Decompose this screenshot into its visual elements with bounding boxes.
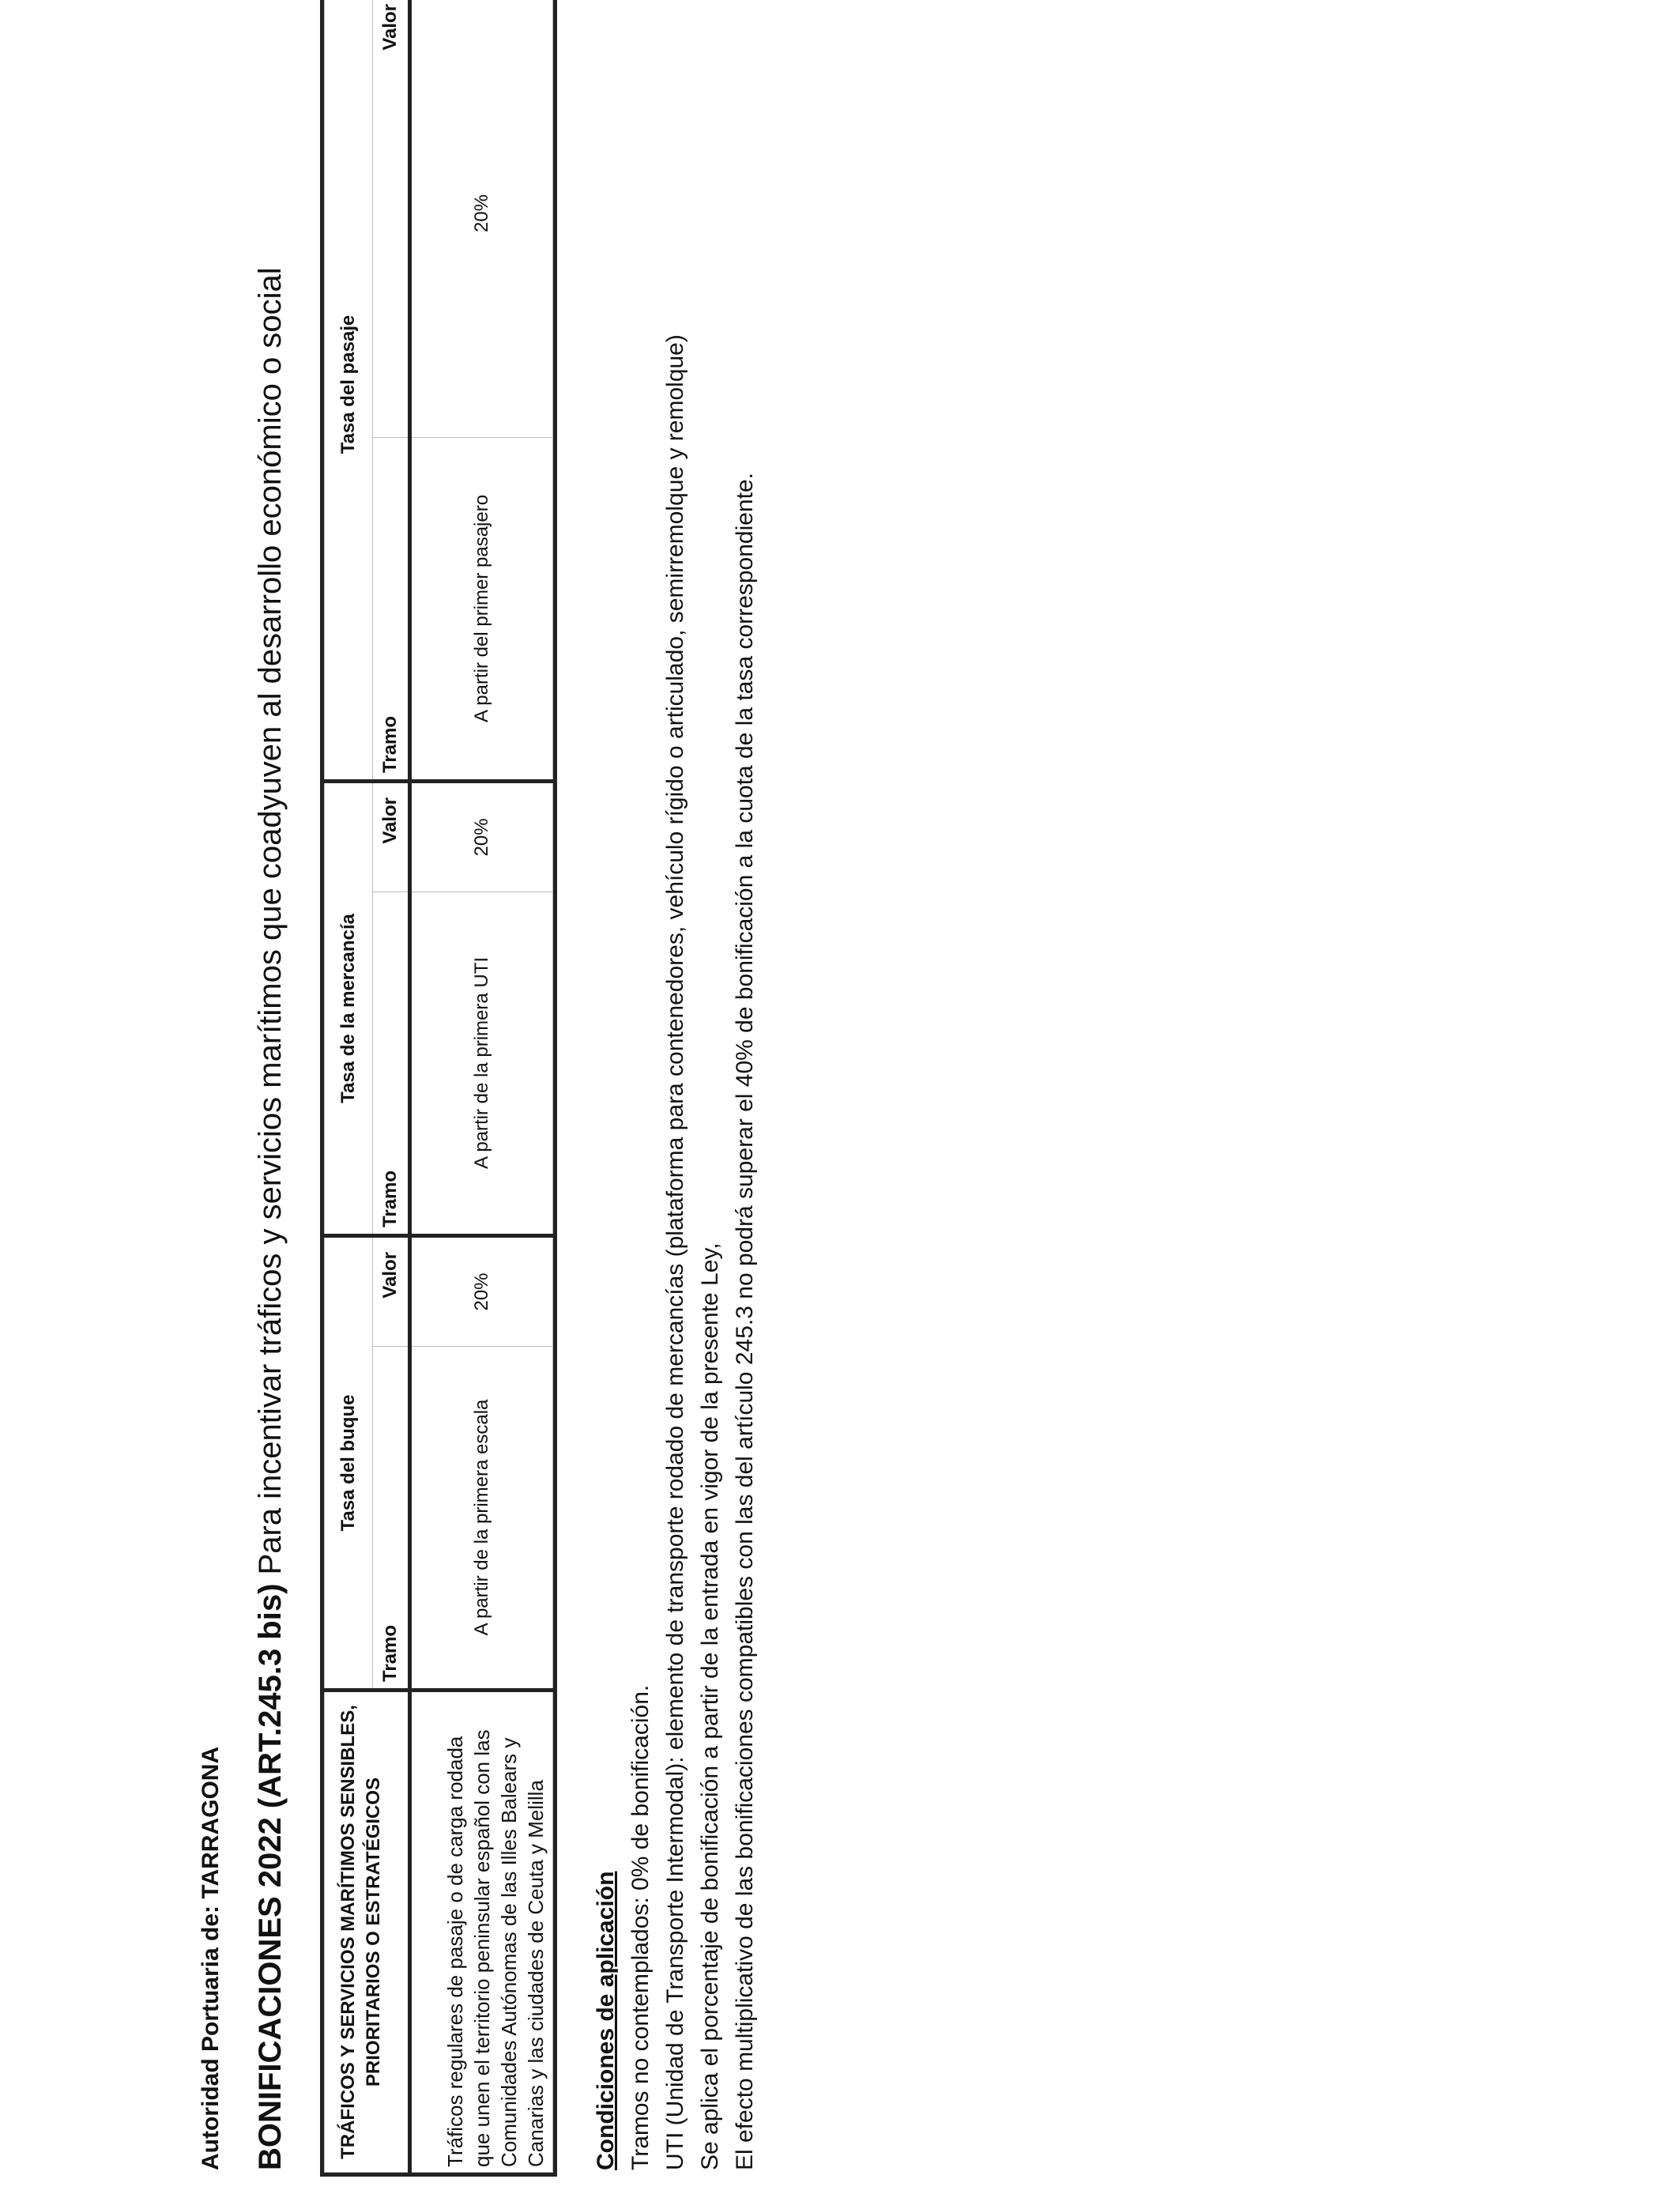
title-bold-part: BONIFICACIONES 2022 (ART.245.3 bis) — [253, 1583, 288, 2170]
subheader-pasaje-tramo: Tramo — [373, 437, 410, 781]
condition-line: El efecto multiplicativo de las bonificaciones compatibles con las del artículo 245.3 no podrá superar el 40% de bonificación a la cuota de la tasa correspondiente. — [732, 473, 758, 2170]
conditions-title: Condiciones de aplicación — [593, 1871, 619, 2170]
mercancia-tramo-cell: A partir de la primera UTI — [410, 892, 553, 1235]
buque-valor-cell: 20% — [410, 1235, 553, 1346]
row-description: Tráficos regulares de pasaje o de carga rodada que unen el territorio peninsular español con las Comunidades Autónomas de las Illes Balears y Canarias y las ciudades de Ceuta y Melilla — [410, 1691, 553, 2173]
condition-line: Tramos no contemplados: 0% de bonificación. — [627, 1684, 654, 2170]
subheader-mercancia-valor: Valor — [373, 781, 410, 892]
group-header-buque: Tasa del buque — [325, 1235, 373, 1690]
group-header-mercancia: Tasa de la mercancía — [325, 781, 373, 1235]
conditions-section — [589, 334, 763, 2170]
condition-line: Se aplica el porcentaje de bonificación a partir de la entrada en vigor de la presente Ley, — [697, 1242, 723, 2170]
bonifications-table — [320, 0, 557, 2177]
subheader-buque-valor: Valor — [373, 1235, 410, 1346]
table-main-header: TRÁFICOS Y SERVICIOS MARÍTIMOS SENSIBLES, PRIORITARIOS O ESTRATÉGICOS — [325, 1691, 410, 2173]
subheader-pasaje-valor: Valor — [373, 0, 410, 437]
pasaje-tramo-cell: A partir del primer pasajero — [410, 437, 553, 781]
title-description: Para incentivar tráficos y servicios marítimos que coadyuven al desarrollo económico o social — [253, 267, 288, 1584]
pasaje-valor-cell: 20% — [410, 0, 553, 437]
page-title — [253, 267, 288, 2170]
group-header-pasaje: Tasa del pasaje — [325, 0, 373, 781]
subheader-mercancia-tramo: Tramo — [373, 892, 410, 1235]
subheader-buque-tramo: Tramo — [373, 1347, 410, 1691]
port-authority-label: Autoridad Portuaria de: TARRAGONA — [198, 1746, 224, 2170]
condition-line: UTI (Unidad de Transporte Intermodal): elemento de transporte rodado de mercancías (plataforma para contenedores, vehículo rígido o articulado, semirremolque y remolque) — [662, 334, 688, 2170]
table-row — [410, 0, 553, 2173]
mercancia-valor-cell: 20% — [410, 781, 553, 892]
buque-tramo-cell: A partir de la primera escala — [410, 1347, 553, 1691]
